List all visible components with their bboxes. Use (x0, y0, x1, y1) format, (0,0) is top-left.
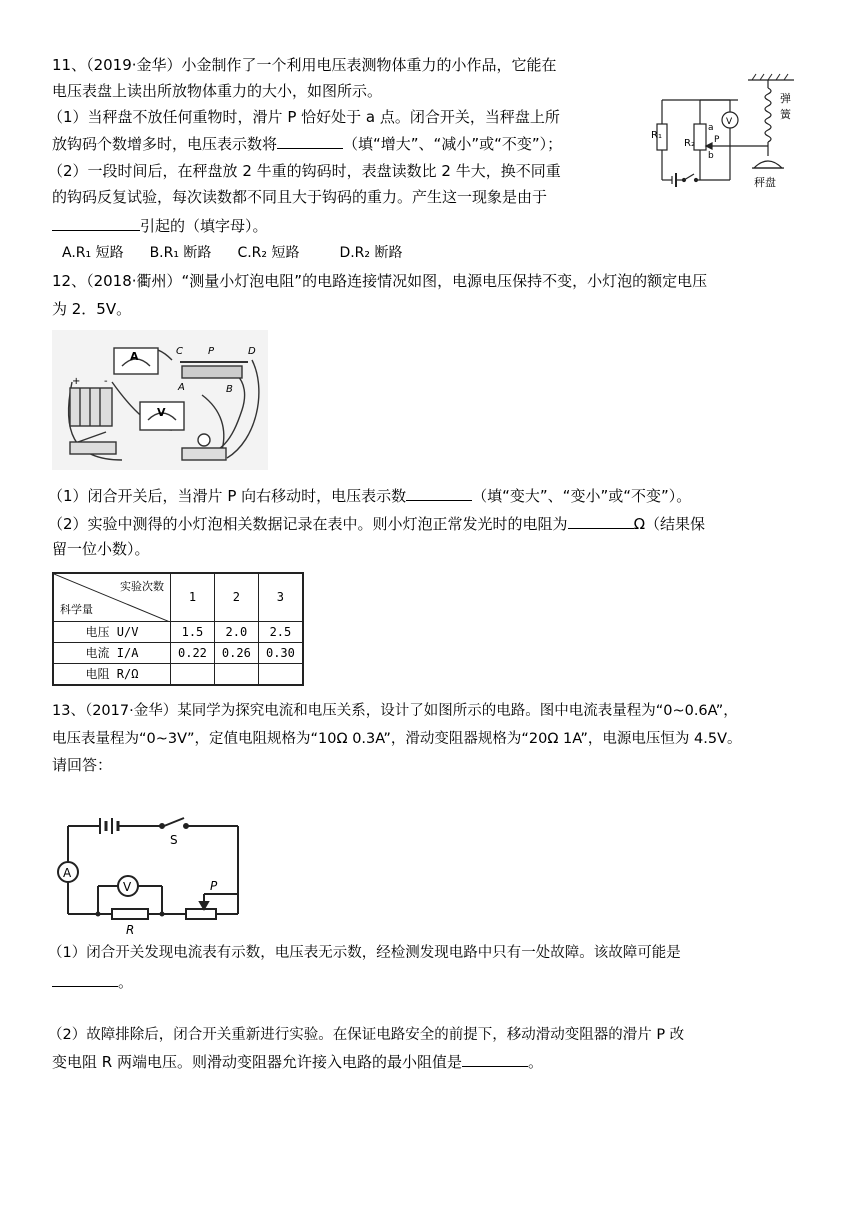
q12-part2-text: （2）实验中测得的小灯泡相关数据记录在表中。则小灯泡正常发光时的电阻为 (48, 515, 568, 533)
q13-part2-text: 变电阻 R 两端电压。则滑动变阻器允许接入电路的最小阻值是 (52, 1053, 462, 1071)
q11-option-a[interactable]: A.R₁ 短路 (62, 245, 124, 261)
q11-line5: （2）一段时间后，在秤盘放 2 牛重的钩码时，表盘读数比 2 牛大，换不同重 (48, 162, 561, 180)
q11-blank2[interactable] (52, 214, 140, 231)
q12-fig-p-label: P (208, 346, 215, 357)
q11-line7 (52, 214, 268, 237)
table-cell (214, 663, 258, 685)
q11-circuit-figure (648, 72, 812, 194)
q12-fig-v-label: V (157, 406, 166, 419)
q11-blank1[interactable] (277, 132, 343, 149)
table-row-label: 电阻 R/Ω (53, 663, 171, 685)
q12-fig-b-label: B (226, 384, 233, 395)
table-col-3: 3 (258, 573, 303, 621)
table-cell (171, 663, 215, 685)
table-col-2: 2 (214, 573, 258, 621)
q13-line1: 13、（2017·金华）某同学为探究电流和电压关系，设计了如图所示的电路。图中电流表量程为“0~0.6A”， (52, 703, 738, 719)
q11-fig-spring-label-1: 弹 (780, 92, 791, 105)
q13-fig-r-label: R (126, 923, 135, 936)
q11-line7-text: 引起的（填字母）。 (140, 217, 268, 235)
q11-line4-hint: （填“增大”、“减小”或“不变”）； (343, 135, 563, 153)
q12-line1: 12、（2018·衢州）“测量小灯泡电阻”的电路连接情况如图，电源电压保持不变，小灯泡的额定电压 (52, 272, 708, 290)
table-row-label: 电压 U/V (53, 621, 171, 642)
q11-options (62, 242, 402, 264)
q11-fig-v-label: V (726, 117, 733, 127)
q13-blank2[interactable] (462, 1050, 528, 1067)
q13-blank1[interactable] (52, 970, 118, 987)
q11-fig-a-label: a (708, 123, 714, 133)
table-col-1: 1 (171, 573, 215, 621)
q11-fig-b-label: b (708, 151, 714, 161)
q12-part2 (48, 512, 705, 535)
table-cell (258, 663, 303, 685)
table-cell: 0.22 (171, 642, 215, 663)
q12-blank1[interactable] (406, 484, 472, 501)
table-cell: 2.0 (214, 621, 258, 642)
q11-fig-r1-label: R₁ (651, 130, 662, 141)
table-header-top: 实验次数 (120, 580, 164, 593)
q11-line4-text: 放钩码个数增多时，电压表示数将 (52, 135, 278, 153)
q13-part2: （2）故障排除后，闭合开关重新进行实验。在保证电路安全的前提下，移动滑动变阻器的滑片 P 改 (48, 1027, 685, 1043)
q12-part2-cont: 留一位小数）。 (52, 540, 150, 558)
q11-line6: 的钩码反复试验，每次读数都不同且大于钩码的重力。产生这一现象是由于 (52, 188, 548, 206)
q13-part1: （1）闭合开关发现电流表有示数，电压表无示数，经检测发现电路中只有一处故障。该故障可能是 (48, 945, 681, 961)
q11-option-b[interactable]: B.R₁ 断路 (149, 245, 212, 261)
q12-fig-d-label: D (248, 346, 256, 357)
q12-blank2[interactable] (568, 512, 634, 529)
q13-fig-v-label: V (123, 880, 132, 894)
q12-circuit-photo (52, 330, 268, 470)
table-header-diagonal-cell (53, 573, 171, 621)
table-cell: 1.5 (171, 621, 215, 642)
q11-option-c[interactable]: C.R₂ 短路 (237, 245, 300, 261)
q12-fig-plus-label: + (72, 376, 81, 387)
q11-fig-spring-label-2: 簧 (780, 108, 791, 121)
q12-fig-a2-label: A (178, 382, 185, 393)
q11-fig-r2-label: R₂ (684, 138, 695, 149)
q13-line2: 电压表量程为“0~3V”，定值电阻规格为“10Ω 0.3A”，滑动变阻器规格为“20Ω 1A”，电源电压恒为 4.5V。 (52, 731, 742, 747)
q12-part1 (48, 484, 691, 507)
q12-line2: 为 2．5V。 (52, 300, 132, 318)
q12-part2-hint: Ω（结果保 (633, 515, 706, 533)
q13-fig-p-label: P (210, 879, 218, 893)
q11-line4 (52, 132, 562, 155)
table-row-label: 电流 I/A (53, 642, 171, 663)
q12-fig-a-label: A (130, 350, 139, 363)
q13-fig-a-label: A (63, 866, 72, 880)
table-cell: 0.26 (214, 642, 258, 663)
q12-part1-hint: （填“变大”、“变小”或“不变”）。 (472, 487, 692, 505)
q13-circuit-figure (52, 814, 248, 936)
q11-fig-pan-label: 秤盘 (754, 176, 776, 189)
q11-fig-p-label: P (714, 135, 720, 145)
q13-part2-end: 。 (527, 1053, 543, 1071)
q11-option-d[interactable]: D.R₂ 断路 (339, 245, 403, 261)
q11-line2: 电压表盘上读出所放物体重力的大小，如图所示。 (52, 82, 383, 100)
q12-part1-text: （1）闭合开关后，当滑片 P 向右移动时，电压表示数 (48, 487, 407, 505)
q12-fig-c-label: C (176, 346, 183, 357)
q13-fig-s-label: S (170, 833, 178, 847)
q13-part2-cont (52, 1050, 543, 1073)
table-cell: 2.5 (258, 621, 303, 642)
q12-data-table (52, 572, 304, 686)
table-header-bottom: 科学量 (60, 602, 93, 616)
q12-fig-minus-label: - (104, 376, 108, 387)
table-cell: 0.30 (258, 642, 303, 663)
q13-line3: 请回答： (52, 756, 113, 774)
q13-part1-end: 。 (118, 973, 134, 991)
q13-part1-answer (52, 970, 133, 993)
q11-line3: （1）当秤盘不放任何重物时，滑片 P 恰好处于 a 点。闭合开关，当秤盘上所 (48, 108, 560, 126)
q11-line1: 11、（2019·金华）小金制作了一个利用电压表测物体重力的小作品，它能在 (52, 56, 557, 74)
